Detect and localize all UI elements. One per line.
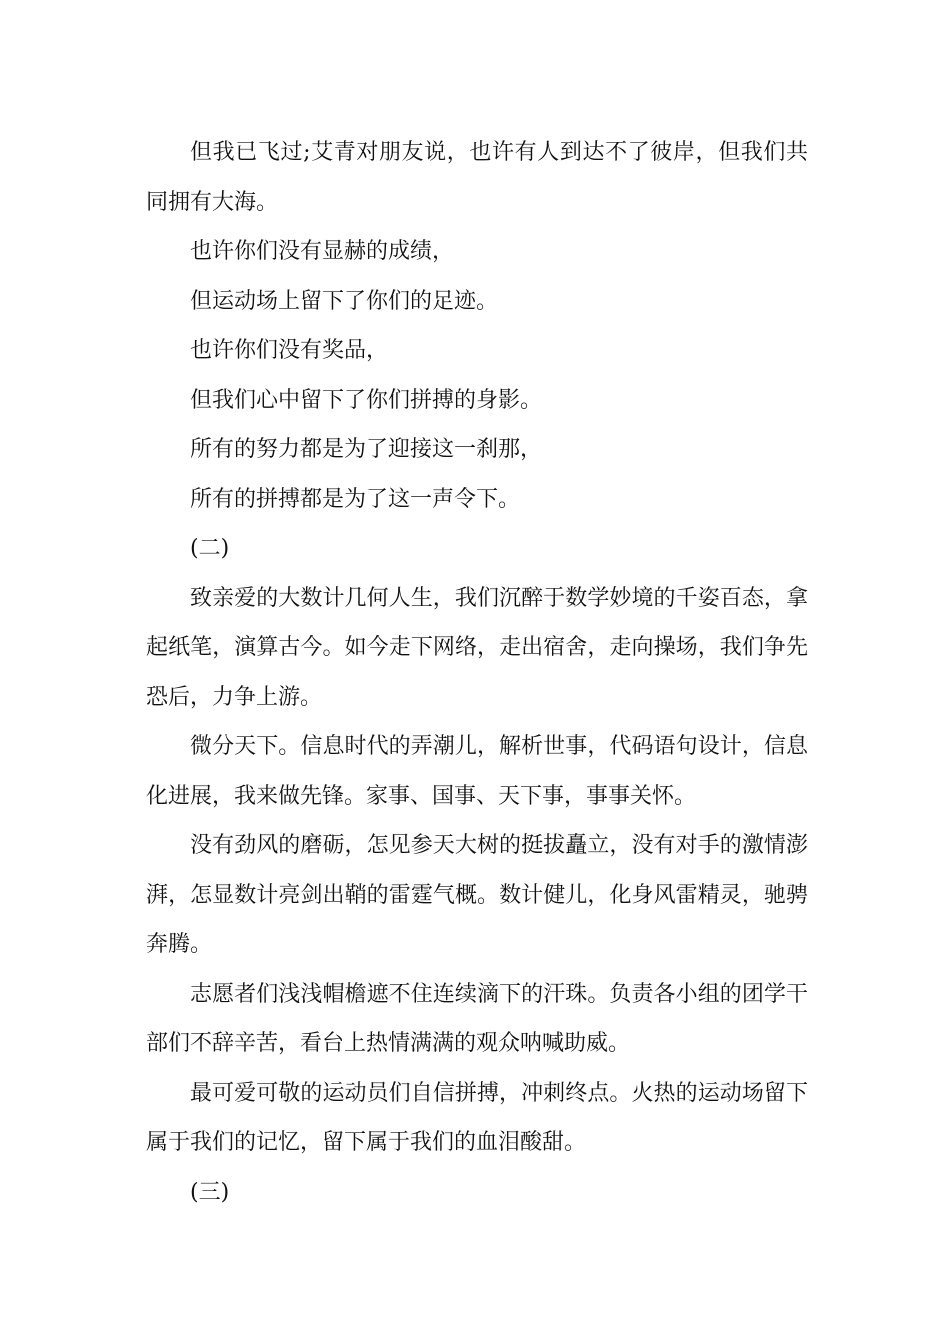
document-body [146,128,808,1217]
paragraph-1: 但我已飞过;艾青对朋友说，也许有人到达不了彼岸，但我们共同拥有大海。 [146,140,808,215]
paragraph-9: 微分天下。信息时代的弄潮儿，解析世事，代码语句设计，信息化进展，我来做先锋。家事、国事、天下事，事事关怀。 [146,734,808,809]
paragraph-5: 但我们心中留下了你们拼搏的身影。 [190,387,543,413]
paragraph-10: 没有劲风的磨砺，怎见参天大树的挺拔矗立，没有对手的激情澎湃，怎显数计亮剑出鞘的雷霆气概。数计健儿，化身风雷精灵，驰骋奔腾。 [146,833,808,957]
paragraph-12: 最可爱可敬的运动员们自信拼搏，冲刺终点。火热的运动场留下属于我们的记忆，留下属于我们的血泪酸甜。 [146,1080,808,1155]
paragraph-4: 也许你们没有奖品， [190,338,389,363]
paragraph-8: 致亲爱的大数计几何人生，我们沉醉于数学妙境的千姿百态，拿起纸笔，演算古今。如今走下网络，走出宿舍，走向操场，我们争先恐后，力争上游。 [146,585,808,710]
paragraph-11: 志愿者们浅浅帽檐遮不住连续滴下的汗珠。负责各小组的团学干部们不辞辛苦，看台上热情满满的观众呐喊助威。 [146,981,808,1056]
paragraph-3: 但运动场上留下了你们的足迹。 [190,288,499,314]
paragraph-6: 所有的努力都是为了迎接这一刹那， [190,437,543,462]
section-heading-3: (三) [190,1179,230,1205]
paragraph-2: 也许你们没有显赫的成绩， [190,239,455,264]
paragraph-7: 所有的拼搏都是为了这一声令下。 [190,486,521,512]
section-heading-2: (二) [190,536,230,561]
